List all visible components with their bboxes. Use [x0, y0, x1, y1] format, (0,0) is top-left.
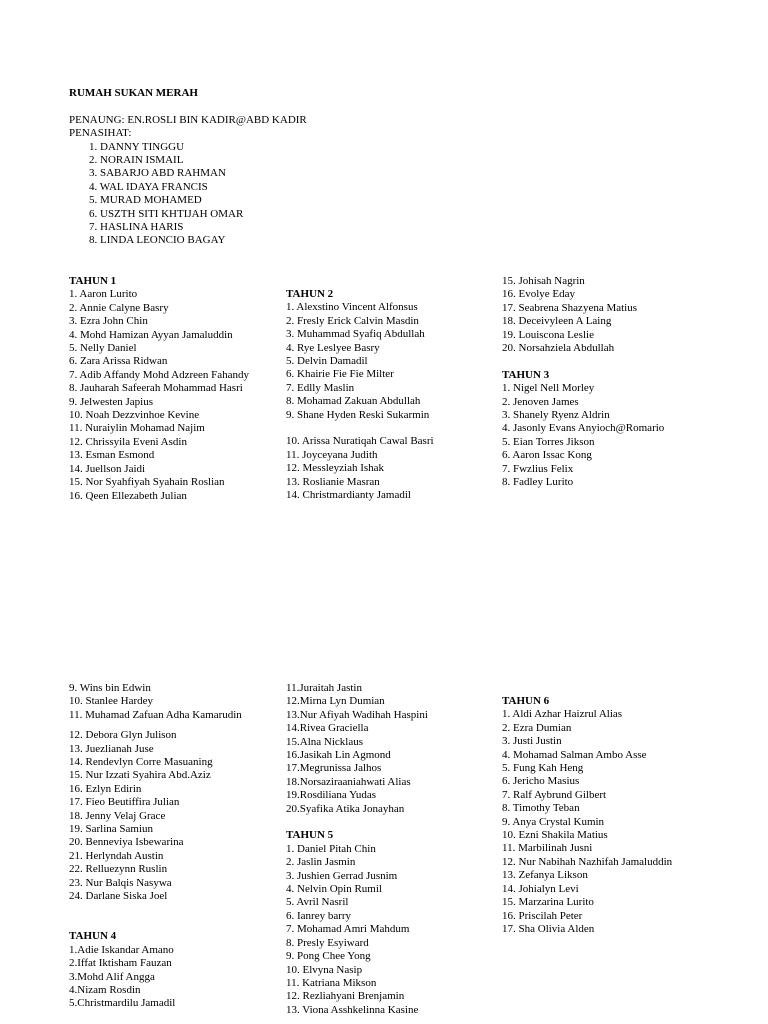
- list-item: 1. Aaron Lurito: [69, 288, 138, 301]
- list-item: 3. Muhammad Syafiq Abdullah: [286, 328, 425, 341]
- tahun4-continued-list: [286, 682, 428, 816]
- list-item: 3. Ezra John Chin: [69, 315, 148, 328]
- list-item: 1. Alexstino Vincent Alfonsus: [286, 301, 418, 314]
- list-item: 19.Rosdiliana Yudas: [286, 789, 377, 802]
- list-item: 19. Sarlina Samiun: [69, 823, 154, 836]
- advisor-item: 6. USZTH SITI KHTIJAH OMAR: [89, 207, 244, 220]
- list-item: 18. Deceivyleen A Laing: [502, 315, 612, 328]
- list-item: 5. Nelly Daniel: [69, 342, 137, 355]
- list-item: 16. Evolye Eday: [502, 288, 576, 301]
- tahun2-continued-list: [502, 275, 664, 355]
- list-item: 5. Fung Kah Heng: [502, 762, 584, 775]
- list-item: 17. Fieo Beutiffira Julian: [69, 796, 180, 809]
- list-item: 6. Aaron Issac Kong: [502, 449, 592, 462]
- list-item: 24. Darlane Siska Joel: [69, 890, 168, 903]
- tahun3-continued-list-b: [69, 729, 242, 903]
- list-item: 2. Jaslin Jasmin: [286, 856, 356, 869]
- tahun2-heading: TAHUN 2: [286, 288, 334, 300]
- tahun3-list: [502, 382, 664, 489]
- list-item: 4. Mohamad Salman Ambo Asse: [502, 748, 647, 761]
- tahun5-list: [286, 843, 428, 1017]
- list-item: 20. Benneviya Isbewarina: [69, 836, 184, 849]
- list-item: 17. Seabrena Shazyena Matius: [502, 301, 638, 314]
- list-item: 1.Adie Iskandar Amano: [69, 943, 174, 956]
- tahun1-heading: TAHUN 1: [69, 275, 117, 287]
- list-item: 7. Edlly Maslin: [286, 381, 355, 394]
- list-item: 8. Mohamad Zakuan Abdullah: [286, 395, 421, 408]
- list-item: 11. Katriana Mikson: [286, 976, 377, 989]
- list-item: 16. Qeen Ellezabeth Julian: [69, 489, 187, 502]
- list-item: 9. Anya Crystal Kumin: [502, 815, 605, 828]
- list-item: 10. Arissa Nuratiqah Cawal Basri: [286, 435, 434, 448]
- tahun2-list-b: [286, 435, 434, 502]
- list-item: 8. Fadley Lurito: [502, 476, 574, 489]
- tahun6-list: [502, 708, 672, 936]
- list-item: 6. Zara Arissa Ridwan: [69, 355, 168, 368]
- list-item: 11. Joyceyana Judith: [286, 448, 378, 461]
- tahun4-heading: TAHUN 4: [69, 930, 117, 943]
- list-item: 20.Syafika Atika Jonayhan: [286, 802, 405, 815]
- list-item: 18.Norsaziraaniahwati Alias: [286, 775, 411, 788]
- advisor-item: 1. DANNY TINGGU: [89, 140, 185, 153]
- list-item: 4. Jasonly Evans Anyioch@Romario: [502, 422, 665, 435]
- list-item: 6. Ianrey barry: [286, 909, 352, 922]
- tahun3-continued-section: [69, 682, 242, 1011]
- list-item: 16. Ezlyn Edirin: [69, 782, 142, 795]
- patron-line: PENAUNG: EN.ROSLI BIN KADIR@ABD KADIR: [69, 113, 307, 126]
- list-item: 10. Noah Dezzvinhoe Kevine: [69, 409, 200, 422]
- list-item: 12.Mirna Lyn Dumian: [286, 695, 385, 708]
- list-item: 16. Priscilah Peter: [502, 909, 583, 922]
- list-item: 16.Jasikah Lin Agmond: [286, 749, 391, 762]
- list-item: 11. Muhamad Zafuan Adha Kamarudin: [69, 708, 242, 721]
- tahun4-continued-section: [286, 682, 428, 1017]
- list-item: 13. Roslianie Masran: [286, 475, 380, 488]
- advisors-list: [69, 141, 307, 248]
- list-item: 9. Wins bin Edwin: [69, 682, 151, 694]
- list-item: 4. Mohd Hamizan Ayyan Jamaluddin: [69, 328, 233, 341]
- list-item: 21. Herlyndah Austin: [69, 849, 164, 862]
- list-item: 2. Jenoven James: [502, 395, 579, 408]
- advisors-label: PENASIHAT:: [69, 127, 132, 140]
- advisor-item: 5. MURAD MOHAMED: [89, 194, 202, 207]
- list-item: 3. Shanely Ryenz Aldrin: [502, 409, 610, 422]
- list-item: 8. Timothy Teban: [502, 802, 580, 815]
- list-item: 20. Norsahziela Abdullah: [502, 342, 615, 355]
- list-item: 9. Pong Chee Yong: [286, 950, 371, 963]
- list-item: 15.Alna Nicklaus: [286, 735, 363, 748]
- tahun2-continued-section: [502, 275, 664, 489]
- list-item: 11. Nuraiylin Mohamad Najim: [69, 422, 205, 435]
- tahun6-heading: TAHUN 6: [502, 695, 550, 707]
- list-item: 1. Daniel Pitah Chin: [286, 842, 376, 855]
- document-title: RUMAH SUKAN MERAH: [69, 87, 198, 99]
- tahun5-heading: TAHUN 5: [286, 829, 334, 842]
- list-item: 15. Nor Syahfiyah Syahain Roslian: [69, 476, 225, 489]
- list-item: 15. Marzarina Lurito: [502, 896, 594, 909]
- list-item: 18. Jenny Velaj Grace: [69, 809, 166, 822]
- list-item: 22. Relluezynn Ruslin: [69, 863, 168, 876]
- tahun1-section: [69, 275, 249, 503]
- tahun1-list: [69, 288, 249, 503]
- list-item: 8. Jauharah Safeerah Mohammad Hasri: [69, 382, 243, 395]
- list-item: 14. Johialyn Levi: [502, 882, 579, 895]
- list-item: 13. Esman Esmond: [69, 449, 155, 462]
- list-item: 1. Nigel Nell Morley: [502, 382, 595, 395]
- tahun2-section: [286, 288, 434, 502]
- list-item: 6. Jericho Masius: [502, 775, 580, 788]
- list-item: 15. Nur Izzati Syahira Abd.Aziz: [69, 769, 211, 782]
- list-item: 2.Iffat Iktisham Fauzan: [69, 957, 172, 970]
- list-item: 5. Eian Torres Jikson: [502, 435, 595, 448]
- list-item: 10. Elvyna Nasip: [286, 963, 363, 976]
- list-item: 5.Christmardilu Jamadil: [69, 997, 176, 1010]
- list-item: 3. Justi Justin: [502, 735, 562, 748]
- list-item: 12. Debora Glyn Julison: [69, 729, 177, 742]
- list-item: 9. Jelwesten Japius: [69, 395, 154, 408]
- list-item: 4. Rye Leslyee Basry: [286, 341, 380, 354]
- tahun4-list: [69, 944, 242, 1011]
- advisor-item: 8. LINDA LEONCIO BAGAY: [89, 234, 226, 247]
- advisor-item: 7. HASLINA HARIS: [89, 221, 184, 234]
- tahun2-list-a: [286, 301, 434, 422]
- list-item: 3. Jushien Gerrad Jusnim: [286, 869, 398, 882]
- list-item: 10. Stanlee Hardey: [69, 695, 153, 708]
- list-item: 14. Rendevlyn Corre Masuaning: [69, 756, 213, 769]
- list-item: 14. Christmardianty Jamadil: [286, 489, 411, 502]
- list-item: 7. Adib Affandy Mohd Adzreen Fahandy: [69, 368, 250, 381]
- list-item: 3.Mohd Alif Angga: [69, 970, 155, 983]
- list-item: 12. Nur Nabihah Nazhifah Jamaluddin: [502, 855, 673, 868]
- list-item: 13. Zefanya Likson: [502, 869, 588, 882]
- list-item: 7. Fwzlius Felix: [502, 462, 574, 475]
- list-item: 7. Mohamad Amri Mahdum: [286, 923, 410, 936]
- header-block: [69, 87, 307, 248]
- list-item: 2. Fresly Erick Calvin Masdin: [286, 314, 419, 327]
- list-item: 2. Annie Calyne Basry: [69, 301, 169, 314]
- list-item: 23. Nur Balqis Nasywa: [69, 876, 172, 889]
- list-item: 6. Khairie Fie Fie Milter: [286, 368, 394, 381]
- tahun3-heading: TAHUN 3: [502, 368, 550, 381]
- list-item: 11. Marbilinah Jusni: [502, 842, 593, 855]
- advisor-item: 3. SABARJO ABD RAHMAN: [89, 167, 226, 180]
- list-item: 1. Aldi Azhar Haizrul Alias: [502, 708, 623, 721]
- list-item: 4.Nizam Rosdin: [69, 983, 141, 996]
- list-item: 13.Nur Afiyah Wadihah Haspini: [286, 708, 428, 721]
- list-item: 14. Juellson Jaidi: [69, 462, 146, 475]
- list-item: 11.Juraitah Jastin: [286, 682, 362, 694]
- list-item: 12. Rezliahyani Brenjamin: [286, 990, 405, 1003]
- list-item: 13. Juezlianah Juse: [69, 742, 154, 755]
- tahun3-continued-list-a: [69, 682, 242, 722]
- list-item: 12. Chrissyila Eveni Asdin: [69, 435, 187, 448]
- list-item: 2. Ezra Dumian: [502, 721, 572, 734]
- list-item: 7. Ralf Aybrund Gilbert: [502, 788, 607, 801]
- list-item: 5. Avril Nasril: [286, 896, 349, 909]
- advisor-item: 2. NORAIN ISMAIL: [89, 154, 184, 167]
- list-item: 14.Rivea Graciella: [286, 722, 369, 735]
- list-item: 12. Messleyziah Ishak: [286, 462, 385, 475]
- list-item: 15. Johisah Nagrin: [502, 275, 585, 287]
- list-item: 10. Ezni Shakila Matius: [502, 829, 608, 842]
- list-item: 17. Sha Olivia Alden: [502, 922, 595, 935]
- list-item: 9. Shane Hyden Reski Sukarmin: [286, 408, 430, 421]
- list-item: 5. Delvin Damadil: [286, 355, 368, 368]
- list-item: 17.Megrunissa Jalhos: [286, 762, 382, 775]
- list-item: 4. Nelvin Opin Rumil: [286, 883, 382, 896]
- list-item: 19. Louiscona Leslie: [502, 328, 594, 341]
- tahun6-section: [502, 695, 672, 936]
- list-item: 13. Viona Asshkelinna Kasine: [286, 1003, 419, 1016]
- list-item: 8. Presly Esyiward: [286, 936, 369, 949]
- advisor-item: 4. WAL IDAYA FRANCIS: [89, 180, 208, 193]
